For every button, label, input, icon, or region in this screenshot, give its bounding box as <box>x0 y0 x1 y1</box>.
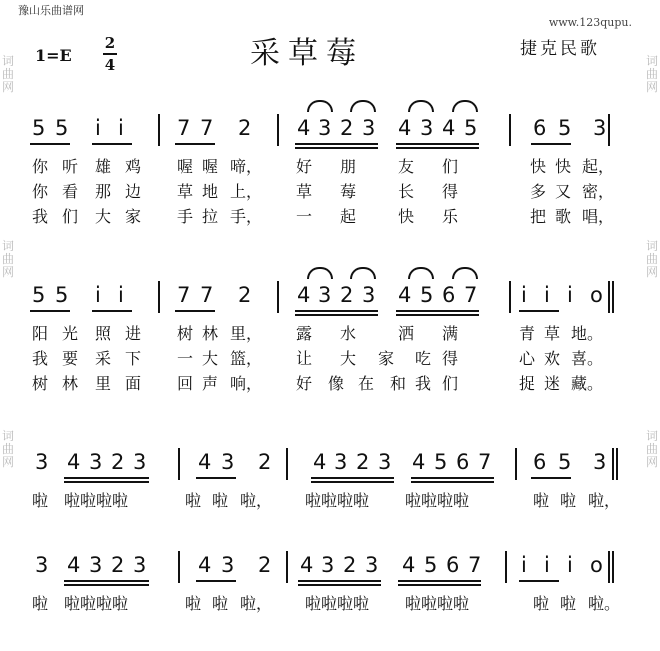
lyric-syllable: 树 <box>177 324 194 343</box>
side-watermark-left-2: 词曲网 <box>1 239 14 279</box>
note: 7 <box>200 116 214 140</box>
note: 4 <box>297 283 311 307</box>
note: i <box>544 553 550 577</box>
bar-line <box>178 448 180 480</box>
note: 5 <box>464 116 478 140</box>
lyric-syllable: 下 <box>125 349 142 368</box>
note: i <box>521 283 527 307</box>
bar-line <box>505 551 507 583</box>
beam-underline <box>196 477 236 479</box>
beam-underline <box>396 143 479 145</box>
lyric-syllable: 家 <box>378 349 395 368</box>
lyric-syllable: 一 <box>296 207 313 226</box>
song-title: 采草莓 <box>250 36 364 71</box>
time-signature <box>103 34 117 74</box>
note: 3 <box>318 283 332 307</box>
beam-underline <box>398 580 481 582</box>
note: o <box>590 283 603 307</box>
note: i <box>95 116 101 140</box>
lyric-syllable: 们 <box>442 157 459 176</box>
lyric-syllable: 喔 <box>202 157 219 176</box>
note: i <box>118 283 124 307</box>
note: 4 <box>402 553 416 577</box>
beam-underline <box>30 143 70 145</box>
note: 5 <box>424 553 438 577</box>
lyric-syllable: 好 <box>296 157 313 176</box>
lyric-syllable: 又 <box>555 182 572 201</box>
note: 4 <box>442 116 456 140</box>
lyric-syllable: 好 <box>296 374 313 393</box>
beam-underline <box>295 314 378 316</box>
lyric-syllable: 得 <box>442 349 459 368</box>
note: 2 <box>258 450 272 474</box>
lyric-syllable: 洒 <box>398 324 415 343</box>
lyric-syllable: 得 <box>442 182 459 201</box>
bar-line <box>286 448 288 480</box>
bar-line <box>277 114 279 146</box>
lyric-syllable: 雄 <box>95 157 112 176</box>
lyric-syllable: 边 <box>125 182 142 201</box>
note: i <box>567 283 573 307</box>
lyric-syllable: 大 <box>202 349 219 368</box>
lyric-syllable: 照 <box>95 324 112 343</box>
lyric-syllable: 密， <box>582 182 615 201</box>
lyric-syllable: 响， <box>230 374 263 393</box>
side-watermark-right: 词曲网 <box>645 54 658 94</box>
beam-underline <box>64 481 149 483</box>
lyric-syllable: 欢 <box>544 349 561 368</box>
note: 3 <box>89 553 103 577</box>
lyric-syllable: 起 <box>340 207 357 226</box>
beam-underline <box>519 580 559 582</box>
lyric-syllable: 阳 <box>32 324 49 343</box>
time-sig-top: 2 <box>104 34 116 52</box>
note: 2 <box>238 116 252 140</box>
lyric-syllable: 啦啦啦啦 <box>405 594 470 613</box>
lyric-syllable: 友 <box>398 157 415 176</box>
note: 4 <box>300 553 314 577</box>
tie-arc <box>350 267 376 279</box>
bar-line <box>277 281 279 313</box>
lyric-syllable: 草 <box>177 182 194 201</box>
bar-line <box>612 448 614 480</box>
beam-underline <box>311 481 394 483</box>
side-watermark-left-3: 词曲网 <box>1 429 14 469</box>
note: 2 <box>340 283 354 307</box>
tie-arc <box>452 100 478 112</box>
note: 3 <box>362 116 376 140</box>
lyric-syllable: 地。 <box>571 324 604 343</box>
lyric-syllable: 啦啦啦啦 <box>305 491 370 510</box>
lyric-syllable: 啼， <box>230 157 263 176</box>
lyric-syllable: 回 <box>177 374 194 393</box>
note: 7 <box>200 283 214 307</box>
beam-underline <box>396 147 479 149</box>
note: 7 <box>177 116 191 140</box>
bar-line <box>509 114 511 146</box>
note: 5 <box>32 283 46 307</box>
note: 4 <box>198 450 212 474</box>
beam-underline <box>64 477 149 479</box>
beam-underline <box>64 580 149 582</box>
lyric-syllable: 手 <box>177 207 194 226</box>
lyric-syllable: 唱， <box>582 207 615 226</box>
lyric-syllable: 林 <box>202 324 219 343</box>
composer-credit: 捷克民歌 <box>520 39 600 59</box>
note: 5 <box>32 116 46 140</box>
note: 7 <box>177 283 191 307</box>
tie-arc <box>350 100 376 112</box>
watermark-top: 豫山乐曲谱网 <box>18 4 84 17</box>
note: 3 <box>334 450 348 474</box>
bar-line <box>158 281 160 313</box>
beam-underline <box>175 143 215 145</box>
beam-underline <box>64 584 149 586</box>
lyric-syllable: 像 <box>328 374 345 393</box>
note: 2 <box>238 283 252 307</box>
bar-line <box>158 114 160 146</box>
tie-arc <box>408 267 434 279</box>
lyric-syllable: 听 <box>62 157 79 176</box>
lyric-syllable: 满 <box>442 324 459 343</box>
note: 4 <box>398 116 412 140</box>
note: 4 <box>198 553 212 577</box>
lyric-syllable: 啦啦啦啦 <box>64 491 129 510</box>
lyric-syllable: 啦 <box>533 491 550 510</box>
note: i <box>544 283 550 307</box>
note: 3 <box>35 450 49 474</box>
note: 6 <box>446 553 460 577</box>
tie-arc <box>307 267 333 279</box>
note: 4 <box>412 450 426 474</box>
beam-underline <box>295 147 378 149</box>
note: 3 <box>365 553 379 577</box>
note: 5 <box>420 283 434 307</box>
lyric-syllable: 采 <box>95 349 112 368</box>
beam-underline <box>92 143 132 145</box>
lyric-syllable: 水 <box>340 324 357 343</box>
lyric-syllable: 青 <box>519 324 536 343</box>
note: 3 <box>221 450 235 474</box>
side-watermark-left: 词曲网 <box>1 54 14 94</box>
lyric-syllable: 啦 <box>212 594 229 613</box>
lyric-syllable: 鸡 <box>125 157 142 176</box>
lyric-syllable: 和 <box>390 374 407 393</box>
note: 7 <box>468 553 482 577</box>
bar-line <box>608 281 610 313</box>
lyric-syllable: 啦 <box>185 594 202 613</box>
note: 2 <box>343 553 357 577</box>
note: 6 <box>442 283 456 307</box>
lyric-syllable: 看 <box>62 182 79 201</box>
lyric-syllable: 啦 <box>560 594 577 613</box>
lyric-syllable: 们 <box>442 374 459 393</box>
lyric-syllable: 吃 <box>415 349 432 368</box>
lyric-syllable: 草 <box>544 324 561 343</box>
lyric-syllable: 起， <box>582 157 615 176</box>
bar-line <box>515 448 517 480</box>
lyric-syllable: 树 <box>32 374 49 393</box>
note: 4 <box>67 450 81 474</box>
note: i <box>567 553 573 577</box>
lyric-syllable: 莓 <box>340 182 357 201</box>
note: 3 <box>35 553 49 577</box>
time-sig-bottom: 4 <box>104 56 116 74</box>
lyric-syllable: 声 <box>202 374 219 393</box>
note: 4 <box>67 553 81 577</box>
lyric-syllable: 手， <box>230 207 263 226</box>
note: 2 <box>340 116 354 140</box>
lyric-syllable: 快 <box>555 157 572 176</box>
lyric-syllable: 让 <box>296 349 313 368</box>
side-watermark-right-2: 词曲网 <box>645 239 658 279</box>
beam-underline <box>396 310 479 312</box>
lyric-syllable: 篮， <box>230 349 263 368</box>
lyric-syllable: 心 <box>519 349 536 368</box>
beam-underline <box>295 143 378 145</box>
lyric-syllable: 把 <box>530 207 547 226</box>
lyric-syllable: 光 <box>62 324 79 343</box>
bar-line <box>509 281 511 313</box>
lyric-syllable: 我 <box>32 349 49 368</box>
lyric-syllable: 迷 <box>544 374 561 393</box>
lyric-syllable: 藏。 <box>571 374 604 393</box>
lyric-syllable: 面 <box>125 374 142 393</box>
lyric-syllable: 草 <box>296 182 313 201</box>
beam-underline <box>396 314 479 316</box>
note: 5 <box>434 450 448 474</box>
lyric-syllable: 多 <box>530 182 547 201</box>
bar-line <box>612 551 614 583</box>
beam-underline <box>92 310 132 312</box>
note: 6 <box>533 450 547 474</box>
note: 5 <box>558 450 572 474</box>
note: 4 <box>313 450 327 474</box>
beam-underline <box>531 477 571 479</box>
lyric-syllable: 啦 <box>32 491 49 510</box>
lyric-syllable: 喜。 <box>571 349 604 368</box>
lyric-syllable: 啦， <box>240 491 273 510</box>
lyric-syllable: 啦， <box>588 491 621 510</box>
lyric-syllable: 啦。 <box>588 594 621 613</box>
beam-underline <box>411 477 494 479</box>
lyric-syllable: 你 <box>32 157 49 176</box>
beam-underline <box>519 310 559 312</box>
lyric-syllable: 林 <box>62 374 79 393</box>
beam-underline <box>411 481 494 483</box>
beam-underline <box>531 143 571 145</box>
lyric-syllable: 啦啦啦啦 <box>405 491 470 510</box>
lyric-syllable: 啦， <box>240 594 273 613</box>
beam-underline <box>295 310 378 312</box>
tie-arc <box>408 100 434 112</box>
lyric-syllable: 一 <box>177 349 194 368</box>
lyric-syllable: 们 <box>62 207 79 226</box>
note: o <box>590 553 603 577</box>
bar-line <box>286 551 288 583</box>
lyric-syllable: 上， <box>230 182 263 201</box>
note: 2 <box>356 450 370 474</box>
note: 3 <box>593 116 607 140</box>
note: 3 <box>593 450 607 474</box>
lyric-syllable: 你 <box>32 182 49 201</box>
side-watermark-right-3: 词曲网 <box>645 429 658 469</box>
lyric-syllable: 在 <box>358 374 375 393</box>
lyric-syllable: 啦啦啦啦 <box>305 594 370 613</box>
note: 5 <box>558 116 572 140</box>
lyric-syllable: 拉 <box>202 207 219 226</box>
note: 5 <box>55 283 69 307</box>
note: 3 <box>133 450 147 474</box>
beam-underline <box>298 580 381 582</box>
lyric-syllable: 啦 <box>560 491 577 510</box>
lyric-syllable: 啦 <box>212 491 229 510</box>
beam-underline <box>311 477 394 479</box>
time-sig-divider <box>103 53 117 55</box>
beam-underline <box>175 310 215 312</box>
bar-line <box>612 281 614 313</box>
lyric-syllable: 快 <box>530 157 547 176</box>
bar-line <box>178 551 180 583</box>
lyric-syllable: 快 <box>398 207 415 226</box>
lyric-syllable: 家 <box>125 207 142 226</box>
lyric-syllable: 里 <box>95 374 112 393</box>
lyric-syllable: 大 <box>95 207 112 226</box>
bar-line <box>608 551 610 583</box>
lyric-syllable: 长 <box>398 182 415 201</box>
bar-line <box>616 448 618 480</box>
beam-underline <box>298 584 381 586</box>
lyric-syllable: 里， <box>230 324 263 343</box>
note: 3 <box>221 553 235 577</box>
note: 3 <box>321 553 335 577</box>
tie-arc <box>307 100 333 112</box>
beam-underline <box>398 584 481 586</box>
lyric-syllable: 进 <box>125 324 142 343</box>
lyric-syllable: 朋 <box>340 157 357 176</box>
lyric-syllable: 我 <box>32 207 49 226</box>
lyric-syllable: 要 <box>62 349 79 368</box>
tie-arc <box>452 267 478 279</box>
note: 2 <box>111 450 125 474</box>
note: 3 <box>420 116 434 140</box>
lyric-syllable: 捉 <box>519 374 536 393</box>
lyric-syllable: 喔 <box>177 157 194 176</box>
note: i <box>95 283 101 307</box>
note: 4 <box>398 283 412 307</box>
lyric-syllable: 啦 <box>533 594 550 613</box>
note: 2 <box>111 553 125 577</box>
note: 3 <box>133 553 147 577</box>
key-signature: 1=E <box>35 46 72 65</box>
note: 6 <box>456 450 470 474</box>
note: 3 <box>378 450 392 474</box>
lyric-syllable: 露 <box>296 324 313 343</box>
bar-line <box>608 114 610 146</box>
note: 3 <box>318 116 332 140</box>
lyric-syllable: 我 <box>415 374 432 393</box>
note: 3 <box>89 450 103 474</box>
note: 4 <box>297 116 311 140</box>
lyric-syllable: 歌 <box>555 207 572 226</box>
note: 5 <box>55 116 69 140</box>
note: 3 <box>362 283 376 307</box>
lyric-syllable: 啦 <box>32 594 49 613</box>
note: 7 <box>464 283 478 307</box>
note: 7 <box>478 450 492 474</box>
note: i <box>118 116 124 140</box>
note: 2 <box>258 553 272 577</box>
beam-underline <box>196 580 236 582</box>
lyric-syllable: 乐 <box>442 207 459 226</box>
lyric-syllable: 大 <box>340 349 357 368</box>
note: i <box>521 553 527 577</box>
site-watermark: www.123qupu. <box>548 16 632 29</box>
note: 6 <box>533 116 547 140</box>
lyric-syllable: 那 <box>95 182 112 201</box>
lyric-syllable: 啦 <box>185 491 202 510</box>
beam-underline <box>30 310 70 312</box>
lyric-syllable: 啦啦啦啦 <box>64 594 129 613</box>
lyric-syllable: 地 <box>202 182 219 201</box>
